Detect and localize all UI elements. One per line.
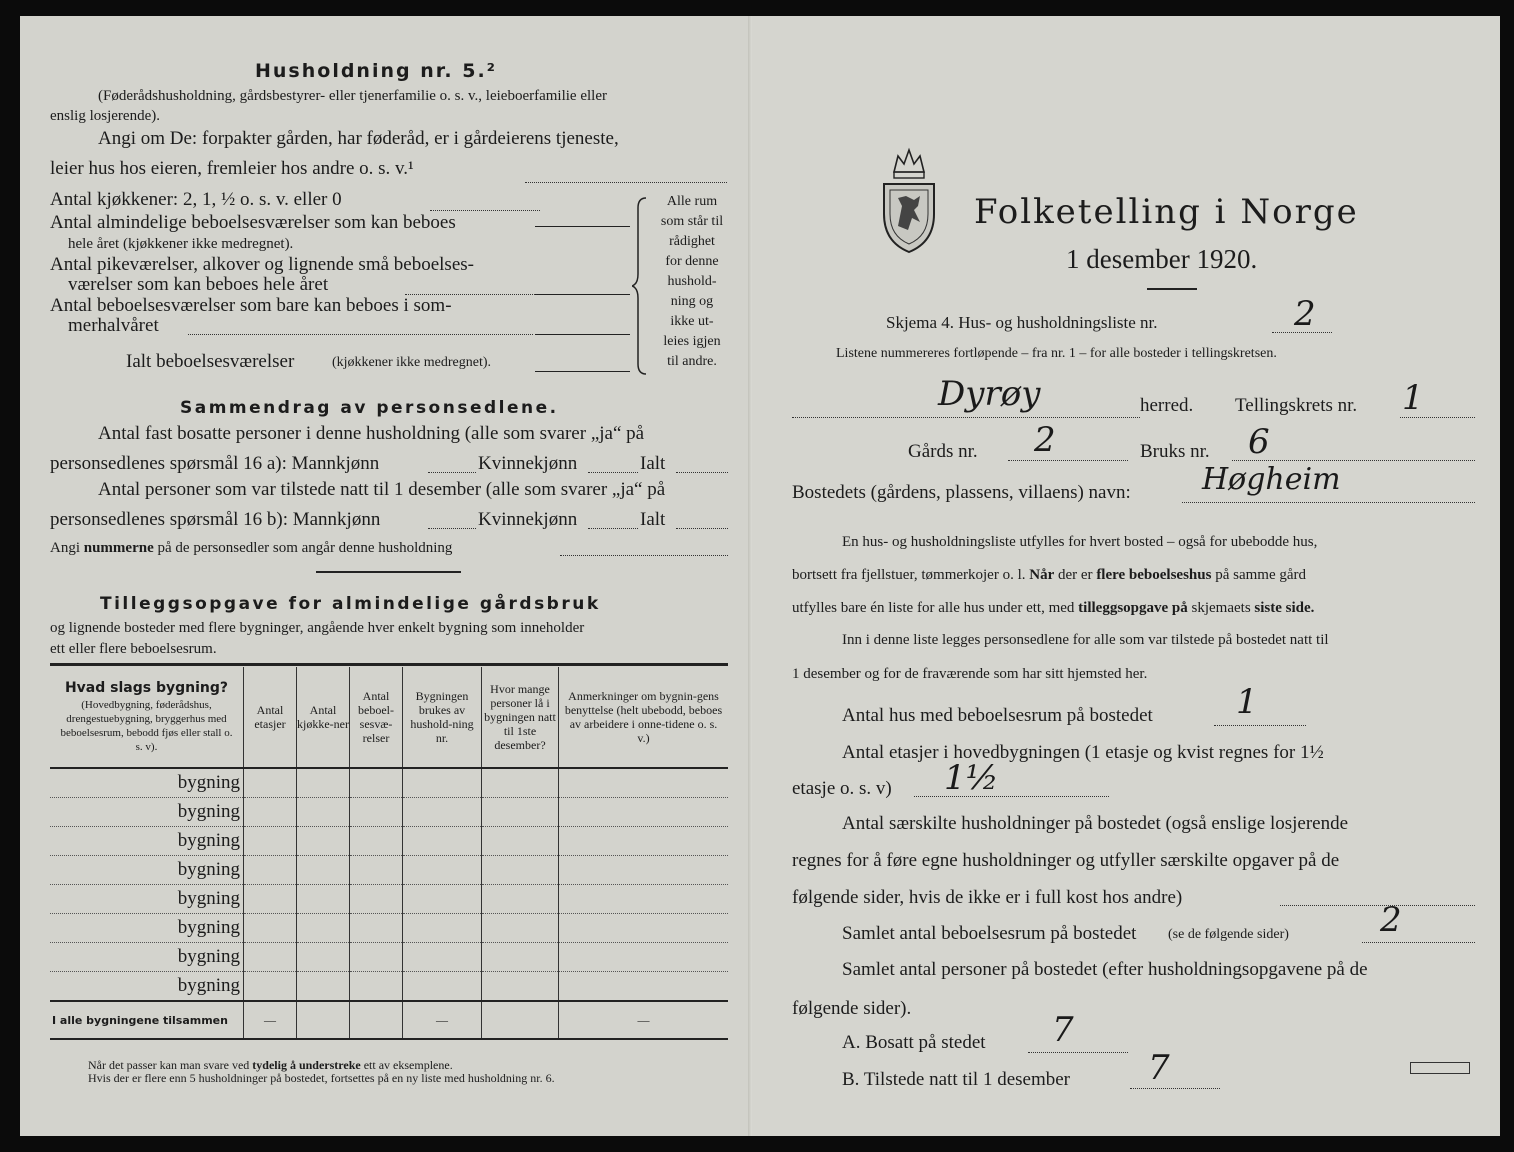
title-divider (1147, 288, 1197, 290)
table-row: bygning (50, 798, 728, 827)
tilstede-label: B. Tilstede natt til 1 desember (842, 1069, 1070, 1090)
summer-rooms-1: Antal beboelsesværelser som bare kan beboes i som- (50, 295, 452, 316)
tellingskrets-label: Tellingskrets nr. (1235, 395, 1358, 416)
herred-label: herred. (1140, 395, 1194, 416)
angi-nummerne: Angi nummerne på de personsedler som angår denne husholdning (50, 540, 453, 556)
household-subtitle-1: (Føderådshusholdning, gårdsbestyrer- eller tjenerfamilie o. s. v., leieboerfamilie eller (98, 88, 607, 104)
table-row: bygning (50, 856, 728, 885)
building-table (50, 667, 728, 1040)
footnote-2: Hvis der er flere enn 5 husholdninger på bostedet, fortsettes på en ny liste med husholdning nr. 6. (88, 1071, 555, 1085)
angi-line-2: leier hus hos eieren, fremleier hos andre o. s. v.¹ (50, 158, 414, 179)
fast-kvinnekjonn: Kvinnekjønn (478, 453, 578, 474)
total-rooms-label: Ialt beboelsesværelser (126, 351, 295, 372)
skjema-label: Skjema 4. Hus- og husholdningsliste nr. (886, 313, 1158, 332)
tilstede-1: Antal personer som var tilstede natt til 1 desember (alle som svarer „ja“ på (98, 479, 666, 500)
tilstede-value: 7 (1148, 1048, 1170, 1088)
instruction-2: bortsett fra fjellstuer, tømmerkojer o. l. Når der er flere beboelseshus på samme gård (792, 567, 1307, 583)
summer-rooms-2: merhalvåret (68, 315, 159, 336)
table-row: bygning (50, 943, 728, 972)
col-beboelsesvaerelser: Antal beboel-sesvæ-relser (350, 667, 403, 768)
bosted-value: Høgheim (1202, 462, 1341, 497)
tellingskrets-value: 1 (1402, 378, 1424, 418)
divider (316, 571, 461, 573)
fast-bosatte-2: personsedlenes spørsmål 16 a): Mannkjønn (50, 453, 380, 474)
col-anmerkninger: Anmerkninger om bygnin-gens benyttelse (helt ubebodd, beboes av arbeidere i onne-tidene o. s. v.) (559, 667, 729, 768)
tillegg-heading: Tilleggsopgave for almindelige gårdsbruk (100, 594, 601, 614)
tillegg-line-1: og lignende bosteder med flere bygninger, angående hver enkelt bygning som inneholder (50, 620, 585, 636)
right-page (752, 16, 1500, 1136)
table-header (50, 667, 728, 768)
instruction-3: utfylles bare én liste for alle hus under ett, med tilleggsopgave på skjemaets siste side. (792, 600, 1315, 616)
coat-of-arms-icon (876, 144, 942, 256)
table-row: bygning (50, 885, 728, 914)
fast-bosatte-1: Antal fast bosatte personer i denne husholdning (alle som svarer „ja“ på (98, 423, 645, 444)
gards-value: 2 (1034, 420, 1056, 460)
maid-rooms-2: værelser som kan beboes hele året (68, 274, 329, 295)
herred-value: Dyrøy (938, 374, 1041, 414)
brace-note: Alle rum som står til rådighet for denne hushold- ning og ikke ut- leies igjen til andre. (660, 194, 724, 369)
table-row: bygning (50, 768, 728, 798)
instruction-1: En hus- og husholdningsliste utfylles for hvert bosted – også for ubebodde hus, (842, 534, 1318, 550)
ordinary-rooms-1: Antal almindelige beboelsesværelser som kan beboes (50, 212, 456, 233)
rum-label: Samlet antal beboelsesrum på bostedet (842, 923, 1137, 944)
rum-value: 2 (1380, 900, 1402, 940)
table-row: bygning (50, 827, 728, 856)
tilstede-2: personsedlenes spørsmål 16 b): Mannkjønn (50, 509, 381, 530)
bosted-label: Bostedets (gårdens, plassens, villaens) navn: (792, 482, 1131, 503)
sarskilte-line-2: regnes for å føre egne husholdninger og utfyller særskilte opgaver på de (792, 850, 1340, 871)
instruction-4: Inn i denne liste legges personsedlene for alle som var tilstede på bostedet natt til (842, 632, 1329, 648)
fast-ialt: Ialt (640, 453, 666, 474)
rum-note: (se de følgende sider) (1168, 927, 1289, 942)
left-page (20, 16, 752, 1136)
ordinary-rooms-2: hele året (kjøkkener ikke medregnet). (68, 236, 294, 252)
sarskilte-line-3: følgende sider, hvis de ikke er i full kost hos andre) (792, 887, 1183, 908)
instruction-5: 1 desember og for de fraværende som har sitt hjemsted her. (792, 666, 1148, 682)
tillegg-line-2: ett eller flere beboelsesrum. (50, 641, 217, 657)
bruks-value: 6 (1248, 422, 1270, 462)
etasjer-value: 1½ (944, 758, 999, 798)
census-date: 1 desember 1920. (1066, 244, 1258, 274)
col-husholdning: Bygningen brukes av hushold-ning nr. (403, 667, 482, 768)
etasjer-line-2: etasje o. s. v) (792, 778, 892, 799)
hus-value: 1 (1236, 682, 1258, 722)
personer-line-1: Samlet antal personer på bostedet (efter husholdningsopgavene på de (842, 959, 1368, 980)
hus-label: Antal hus med beboelsesrum på bostedet (842, 705, 1153, 726)
sarskilte-line-1: Antal særskilte husholdninger på bostedet (også enslige losjerende (842, 813, 1349, 834)
tilstede-ialt: Ialt (640, 509, 666, 530)
col-etasjer: Antal etasjer (244, 667, 297, 768)
gards-label: Gårds nr. (908, 441, 978, 462)
maid-rooms-1: Antal pikeværelser, alkover og lignende små beboelses- (50, 254, 474, 275)
census-title: Folketelling i Norge (974, 192, 1359, 232)
bruks-label: Bruks nr. (1140, 441, 1210, 462)
total-rooms-note: (kjøkkener ikke medregnet). (332, 355, 491, 370)
table-row: bygning (50, 972, 728, 1002)
brace-icon (632, 196, 652, 376)
col-building-type: Hvad slags bygning? (Hovedbygning, føderådshus, drengestuebygning, bryggerhus med beboelsesrum, bebodd fjøs eller stall o. s. v). (50, 667, 244, 768)
col-kjokkener: Antal kjøkke-ner (297, 667, 350, 768)
tilstede-kvinnekjonn: Kvinnekjønn (478, 509, 578, 530)
bosatt-label: A. Bosatt på stedet (842, 1032, 986, 1053)
etasjer-line-1: Antal etasjer i hovedbygningen (1 etasje og kvist regnes for 1½ (842, 742, 1324, 763)
household-subtitle-2: enslig losjerende). (50, 108, 160, 124)
summary-heading: Sammendrag av personsedlene. (180, 398, 559, 418)
footnote-1: Når det passer kan man svare ved tydelig å understreke ett av eksemplene. (88, 1058, 453, 1072)
bosatt-value: 7 (1052, 1010, 1074, 1050)
kitchens-label: Antal kjøkkener: 2, 1, ½ o. s. v. eller 0 (50, 189, 342, 210)
household-title: Husholdning nr. 5.² (255, 60, 497, 82)
table-sum-row: I alle bygningene tilsammen — — — (50, 1001, 728, 1039)
listene-note: Listene nummereres fortløpende – fra nr. 1 – for alle bosteder i tellingskretsen. (836, 346, 1277, 361)
printer-stamp (1410, 1062, 1470, 1074)
angi-line-1: Angi om De: forpakter gården, har føderåd, er i gårdeierens tjeneste, (98, 128, 619, 149)
col-personer: Hvor mange personer lå i bygningen natt til 1ste desember? (482, 667, 559, 768)
personer-line-2: følgende sider). (792, 998, 912, 1019)
table-row: bygning (50, 914, 728, 943)
skjema-value: 2 (1294, 294, 1316, 334)
